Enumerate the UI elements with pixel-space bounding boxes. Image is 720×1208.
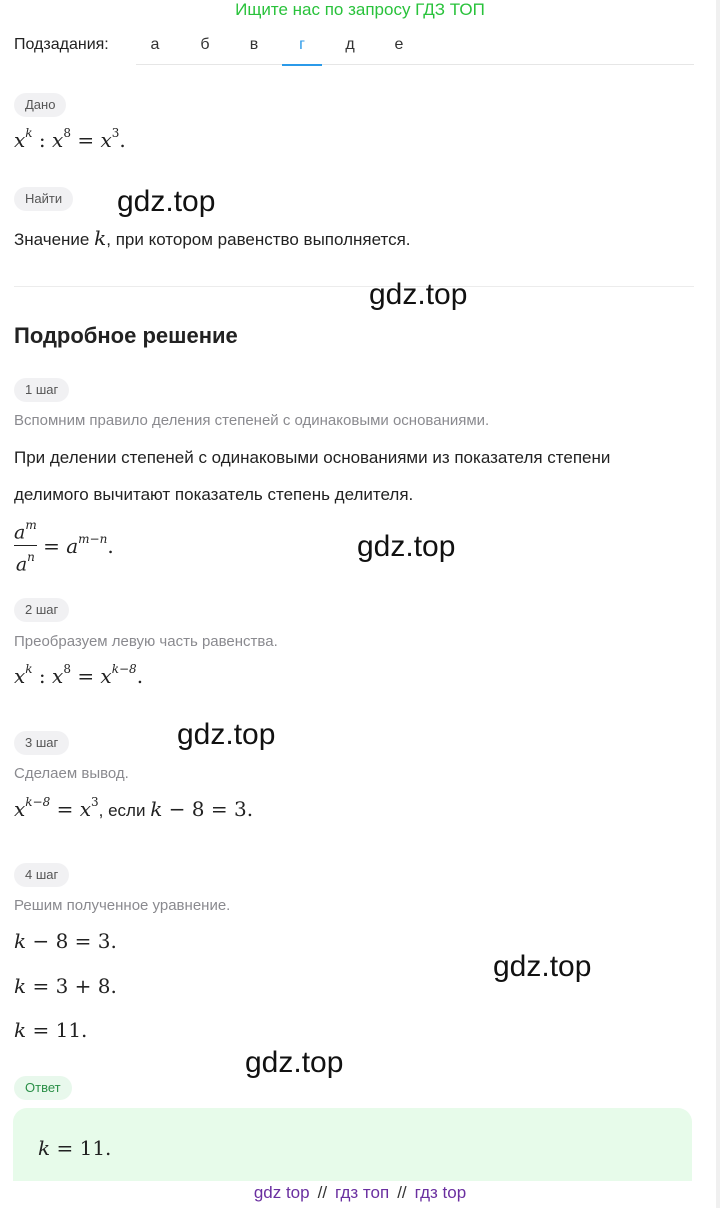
tab-d[interactable]: д	[345, 36, 355, 53]
footer-separator: //	[317, 1183, 328, 1202]
step3-hint: Сделаем вывод.	[14, 765, 129, 782]
step1-chip: 1 шаг	[14, 378, 69, 402]
footer-link-gdz-top-mixed[interactable]: гдз top	[414, 1183, 467, 1202]
watermark: gdz.top	[177, 718, 276, 751]
step4-line3: k = 11.	[14, 1018, 88, 1042]
step4-line2: k = 3 + 8.	[14, 974, 117, 998]
tab-e[interactable]: е	[394, 36, 404, 53]
search-banner: Ищите нас по запросу ГДЗ ТОП	[235, 0, 485, 19]
answer-value: k = 11.	[38, 1136, 112, 1160]
watermark: gdz.top	[117, 185, 216, 218]
given-chip: Дано	[14, 93, 66, 117]
watermark: gdz.top	[493, 950, 592, 983]
step1-formula: $\frac{a^m}{a^n}$ = $a^{m-n}$.	[14, 518, 114, 576]
step1-text-line1: При делении степеней с одинаковыми основаниями из показателя степени	[14, 448, 611, 467]
step4-line1: k − 8 = 3.	[14, 929, 117, 953]
step1-hint: Вспомним правило деления степеней с одинаковыми основаниями.	[14, 412, 490, 429]
step2-hint: Преобразуем левую часть равенства.	[14, 633, 278, 650]
tab-g[interactable]: г	[282, 36, 322, 66]
step2-formula: $x^k$ : $x^8 = x^{k-8}$.	[14, 662, 144, 688]
section-divider	[14, 286, 694, 287]
step2-chip: 2 шаг	[14, 598, 69, 622]
watermark: gdz.top	[369, 278, 468, 311]
step4-hint: Решим полученное уравнение.	[14, 897, 231, 914]
footer-link-gdz-top-ru[interactable]: гдз топ	[335, 1183, 390, 1202]
find-chip: Найти	[14, 187, 73, 211]
footer-separator: //	[397, 1183, 407, 1202]
tab-b[interactable]: б	[200, 36, 210, 53]
footer-links	[0, 1183, 720, 1203]
scrollbar[interactable]	[716, 0, 720, 1208]
find-text: Значение k, при котором равенство выполняется.	[14, 226, 411, 250]
step3-chip: 3 шаг	[14, 731, 69, 755]
watermark: gdz.top	[245, 1046, 344, 1079]
step3-formula: $x^{k-8} = x^3$, если k − 8 = 3.	[14, 795, 254, 821]
watermark: gdz.top	[357, 530, 456, 563]
step4-chip: 4 шаг	[14, 863, 69, 887]
subtasks-label: Подзадания:	[14, 36, 109, 53]
tab-v[interactable]: в	[249, 36, 259, 53]
given-formula: $x^k$ : $x^8 = x^3$.	[14, 126, 126, 152]
solution-heading: Подробное решение	[14, 323, 238, 348]
step1-text-line2: делимого вычитают показатель степень делителя.	[14, 485, 414, 504]
footer-link-gdz-top[interactable]: gdz top	[253, 1183, 310, 1202]
subtasks-divider	[136, 64, 694, 65]
answer-box	[13, 1108, 692, 1181]
tab-a[interactable]: а	[150, 36, 160, 53]
answer-chip: Ответ	[14, 1076, 72, 1100]
